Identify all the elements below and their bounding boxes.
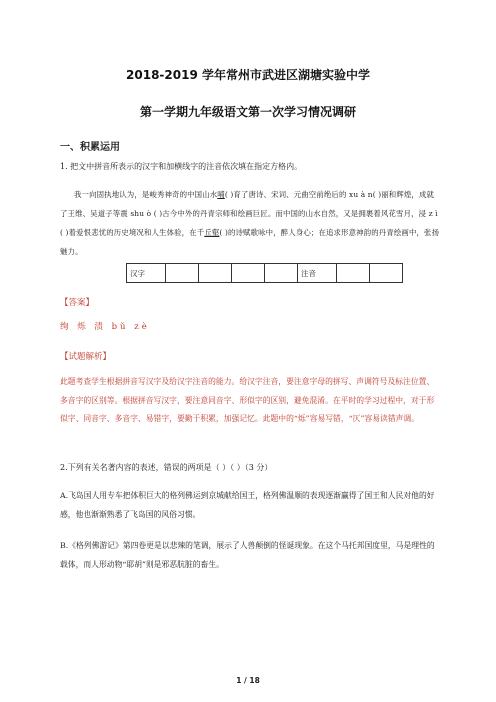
explanation-tag: 【试题解析】 — [60, 352, 112, 362]
passage-part-c: ( )的诗赋歌咏中，醉人身心；在追求形意神韵的丹青绘画中，张扬魅力。 — [60, 228, 440, 256]
answer-text: 绚 烁 渍 bǔ zè — [60, 322, 150, 332]
grid-cell — [370, 264, 403, 283]
question-1-stem: 1. 把文中拼音所表示的汉字和加横线字的注音依次填在指定方格内。 — [60, 162, 303, 171]
question-2-option-a: A.飞岛国人用专车把体积巨大的格列佛运到京城献给国王，格列佛温顺的表现逐渐赢得了国王和人民对他的好感，他也渐渐熟悉了飞岛国的风俗习惯。 — [60, 491, 435, 519]
question-2-stem: 2.下列有关名著内容的表述，错误的两项是（ ）（ ）（3 分） — [60, 463, 273, 472]
answer-grid — [126, 263, 403, 283]
explanation-text: 此题考查学生根据拼音写汉字及给汉字注音的能力。给汉字注音，要注意字母的拼写、声调符号及标注位置、多音字的区别等。根据拼音写汉字，要注意同音字、形似字的区别，避免混淆。在平时的学习过程中，对于形似字、同音字、多音字、易错字，要勤于积累，加强记忆。此题中的“烁”容易写错，“仄”容易读错声调。 — [60, 377, 435, 423]
grid-cell — [232, 264, 265, 283]
page-subtitle: 第一学期九年级语文第一次学习情况调研 — [139, 105, 356, 119]
grid-cell — [265, 264, 298, 283]
page-title: 2018-2019 学年常州市武进区湖塘实验中学 — [126, 68, 370, 82]
grid-label-hanzi: 汉字 — [127, 264, 166, 283]
question-2-option-b: B.《格列佛游记》第四卷更是以悲辣的笔调，展示了人兽颠倒的怪诞现象。在这个马托邦国度里，马是理性的载体，而人形动物“耶胡”则是邪恶肮脏的畜生。 — [60, 541, 435, 569]
grid-cell — [166, 264, 199, 283]
grid-cell — [199, 264, 232, 283]
page-number: 1 / 18 — [236, 676, 260, 685]
grid-label-pinyin: 注音 — [298, 264, 337, 283]
underlined-word-2: 丘壑 — [204, 228, 220, 237]
passage-part-a: 我一向固执地认为，是峻秀神奇的中国山水 — [74, 190, 218, 199]
question-1-passage — [60, 185, 440, 261]
grid-cell — [337, 264, 370, 283]
passage-part-b: ( )育了唐诗、宋词、元曲空前绝后的 xu à n( )丽和辉煌，成就了王维、吴道子等震 shu ò ( )古今中外的丹青宗师和绘画巨匠。而中国的山水自然，又是拥裹着风花雪月，浸 z ì ( )着爱恨悲忧的历史境况和人生体验，在千 — [60, 190, 438, 237]
underlined-word-1: 哺 — [217, 190, 225, 199]
section-heading: 一、积累运用 — [60, 142, 120, 153]
answer-tag: 【答案】 — [60, 298, 95, 308]
